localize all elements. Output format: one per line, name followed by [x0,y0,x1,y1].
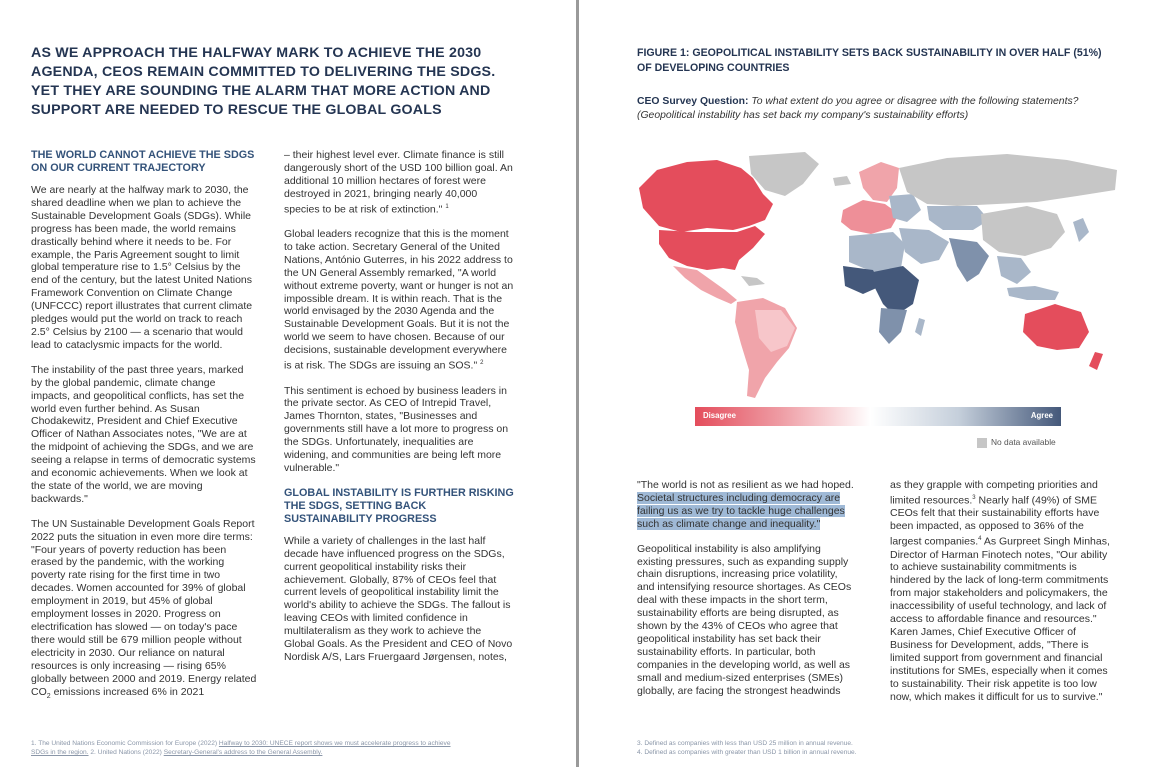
legend-disagree-label: Disagree [703,411,736,420]
map-central-africa [873,266,919,316]
left-column-2 [284,149,514,676]
footnotes-left: 1. The United Nations Economic Commission for Europe (2022) Halfway to 2030: UNECE report shows we must accelerate progress to achieve SDGs in the region. 2. United Nations (2022) Secretary-General's address to the General Assembly. [31,740,451,756]
footnote-link-1[interactable]: Halfway to 2030: UNECE report shows we must accelerate progress to achieve SDGs in the region. [31,740,451,756]
map-central-asia [927,206,989,230]
survey-question: CEO Survey Question: To what extent do you agree or disagree with the following statements? (Geopolitical instability has set back my company's sustainability efforts) [637,96,1079,121]
paragraph: The instability of the past three years, marked by the global pandemic, climate change impacts, and geopolitical conflicts, has set the world even further behind. As Susan Chodakewitz, President and Chief Executive Officer of Nathan Associates notes, "We are at the midpoint of achieving the SDGs, and we are seeing a relapse in terms of democratic systems and economic achievements. When we look at the state of the world, we are moving backwards." [31,363,256,505]
paragraph: as they grapple with competing priorities and limited resources.$^3$ Nearly half (49%) of SME CEOs felt that their sustainability efforts have been impacted, as opposed to 36% of the largest companies.$^4$ As Gurpreet Singh Minhas, Director of Harman Finotech notes, "Our ability to achieve sustainability commitments is hindered by the lack of long-term commitments from major stakeholders and policymakers, the inaccessibility of useful technology, and lack of access to affordable finance and resources." Karen James, Chief Executive Officer of Business for Development, adds, "There is limited support from government and financial institutions for SMEs, especially when it comes to sustainability. Their risk appetite is too low now, which makes it difficult for us to survive." [890,479,1110,703]
figure-title: FIGURE 1: GEOPOLITICAL INSTABILITY SETS BACK SUSTAINABILITY IN OVER HALF (51%) OF DEVELOPING COUNTRIES [637,47,1102,74]
right-column-2 [890,479,1115,715]
map-middle-east [899,228,949,264]
quote-paragraph: "The world is not as resilient as we had hoped. Societal structures including democracy are failing us as we try to tackle huge challenges such as climate change and inequality." [637,479,854,530]
map-japan [1073,218,1089,242]
paragraph: Geopolitical instability is also amplifying existing pressures, such as expanding supply chain disruptions, increasing price volatility, and intensifying resource shortages. As CEOs deal with these impacts in the short term, sustainability efforts are being disrupted, as shown by the 43% of CEOs who agree that geopolitical instability has set back their sustainability efforts. In particular, both companies in the developing world, as well as small and medium-sized enterprises (SMEs) globally, are facing the strongest headwinds [637,542,852,697]
map-caribbean [741,276,765,286]
paragraph: Global leaders recognize that this is the moment to take action. Secretary General of the United Nations, António Guterres, in his 2022 address to the UN General Assembly remarked, "A world without extreme poverty, want or hunger is not an impossible dream. It is within reach. That is the world envisaged by the 2030 Agenda and the Sustainable Development Goals. But it is not the world we seem to have chosen. Because of our decisions, sustainable development everywhere is at risk. The SDGs are issuing an SOS." $^2$ [284,228,514,372]
map-australia [1023,304,1089,350]
legend-color-scale [695,407,1061,426]
highlighted-quote: Societal structures including democracy are failing us as we try to tackle huge challenges such as climate change and inequality." [637,491,845,530]
section-heading-global-instability: GLOBAL INSTABILITY IS FURTHER RISKING THE SDGS, SETTING BACK SUSTAINABILITY PROGRESS [284,486,514,525]
right-page [579,0,1150,767]
map-new-zealand [1089,352,1103,370]
map-europe-west [841,200,899,234]
map-iceland [833,176,851,186]
map-southern-africa [879,308,907,344]
paragraph: The UN Sustainable Development Goals Report 2022 puts the situation in even more dire terms: "Four years of poverty reduction has been erased by the pandemic, with the working poverty rate rising for the first time in two decades. Women accounted for 39% of global employment in 2019, but 45% of global employment losses in 2020. Progress on electrification has slowed — on today's pace there would still be 679 million people without electricity in 2030. Our reliance on natural resources is only increasing — rising 65% globally between 2000 and 2019. Energy related $CO_2$ emissions increased 6% in 2021 [31,517,257,700]
map-madagascar [915,318,925,336]
map-mexico [673,266,737,304]
map-usa [659,226,765,270]
map-europe-east [889,194,921,222]
paragraph: This sentiment is echoed by business leaders in the private sector. As CEO of Intrepid Travel, James Thornton, states, "Businesses and governments still have a lot more to progress on the SDGs. Unfortunately, inequalities are widening, and communities are being left more vulnerable." [284,384,509,474]
paragraph: We are nearly at the halfway mark to 2030, the shared deadline when we plan to achieve the Sustainable Development Goals (SDGs). While progress has been made, the world remains drastically behind where it needs to be. For example, the Paris Agreement sought to limit global temperature rise to 1.5° Celsius by the end of the century, but the latest United Nations Framework Convention on Climate Change (UNFCCC) report illustrates that current climate pledges would put the world on track to reach 2.5° Celsius by 2100 — a scenario that would lead to cataclysmic impacts for the world. [31,184,253,351]
page-headline: AS WE APPROACH THE HALFWAY MARK TO ACHIEVE THE 2030 AGENDA, CEOS REMAIN COMMITTED TO DELIVERING THE SDGS. YET THEY ARE SOUNDING THE ALARM THAT MORE ACTION AND SUPPORT ARE NEEDED TO RESCUE THE GLOBAL GOALS [31,45,496,118]
legend-no-data: No data available [977,437,1056,448]
paragraph: While a variety of challenges in the last half decade have influenced progress on the SDGs, current geopolitical instability risks their achievement. Globally, 87% of CEOs feel that current levels of geopolitical instability limit the world's ability to achieve the SDGs. The fallout is leaving CEOs with limited confidence in multilateralism as they work to achieve the Global Goals. As the President and CEO of Novo Nordisk A/S, Lars Fruergaard Jørgensen, notes, [284,534,513,663]
left-column-1 [31,149,257,716]
map-china [981,206,1065,256]
paragraph: – their highest level ever. Climate finance is still dangerously short of the USD 100 billion goal. An additional 10 million hectares of forest were destroyed in 2021, bringing nearly 40,000 species to be at risk of extinction." $^1$ [284,149,513,216]
map-russia [899,154,1117,206]
section-heading-sdgs-trajectory: THE WORLD CANNOT ACHIEVE THE SDGS ON OUR CURRENT TRAJECTORY [31,149,255,174]
footnote-link-2[interactable]: Secretary-General's address to the General Assembly. [163,749,323,756]
legend-agree-label: Agree [1030,411,1053,420]
footnotes-right: 3. Defined as companies with less than USD 25 million in annual revenue. 4. Defined as companies with greater than USD 1 billion in annual revenue. [637,740,857,756]
right-column-1 [637,479,857,710]
map-southeast-asia [997,256,1031,284]
map-south-asia [949,238,989,282]
world-map [637,148,1137,403]
no-data-swatch [977,438,987,448]
map-indonesia [1007,286,1059,300]
map-north-africa [849,232,905,272]
